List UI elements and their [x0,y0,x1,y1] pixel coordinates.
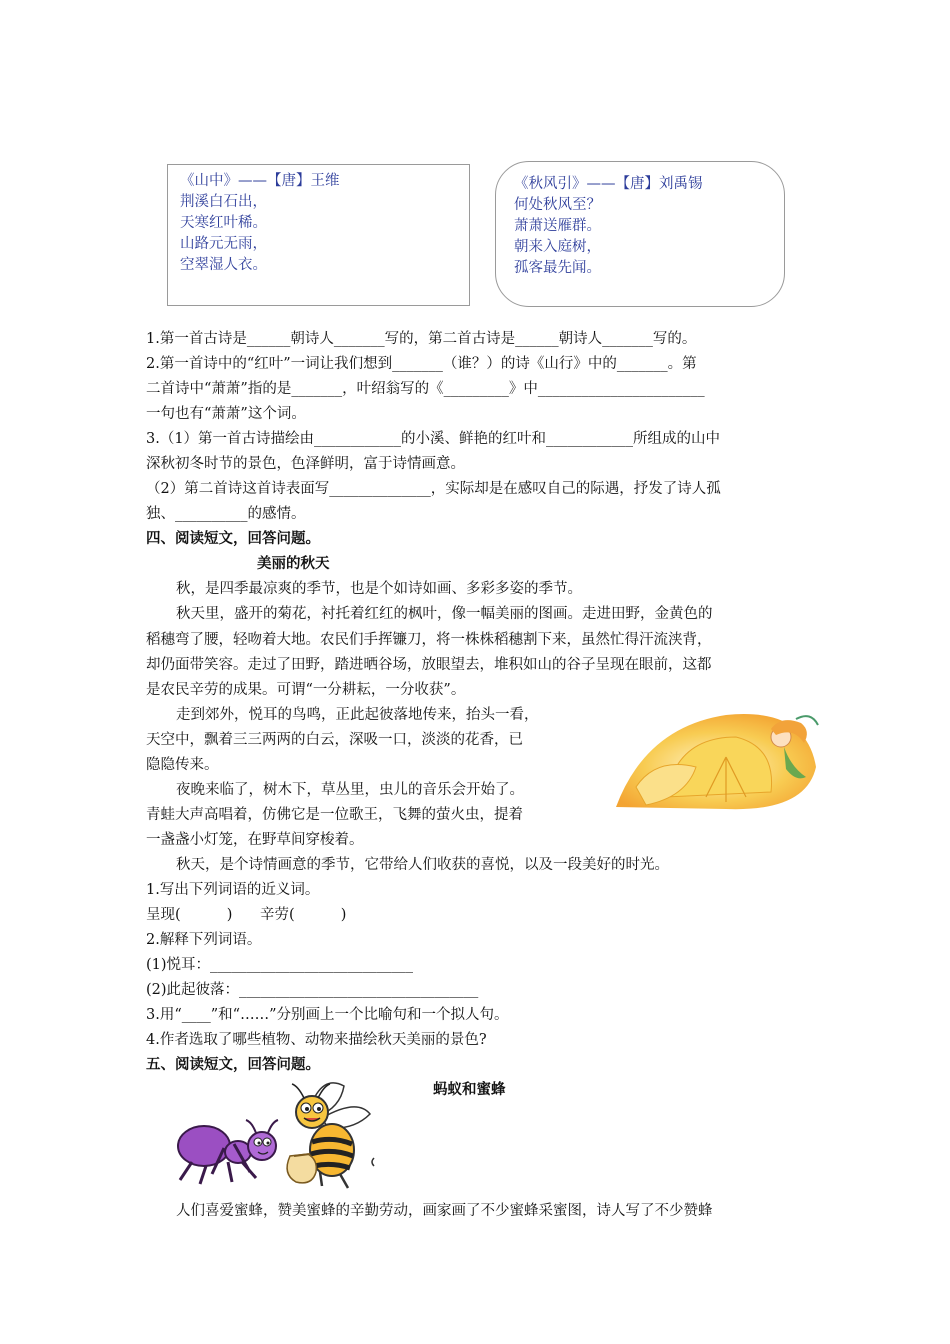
paragraph-line: 秋天里，盛开的菊花，衬托着红红的枫叶，像一幅美丽的图画。走进田野，金黄色的 [176,606,713,622]
question-line: （2）第二首诗这首诗表面写______________，实际却是在感叹自己的际遇，抒发了诗人孤 [146,481,721,497]
paragraph-line: 隐隐传来。 [146,757,219,773]
paragraph-line: 人们喜爱蜜蜂，赞美蜜蜂的辛勤劳动，画家画了不少蜜蜂采蜜图，诗人写了不少赞蜂 [176,1203,713,1219]
question-line: (2)此起彼落：_________________________________ [146,982,479,998]
ant-and-bee-illustration [172,1078,377,1190]
poem-line: 萧萧送雁群。 [514,218,601,234]
paragraph-line: 天空中，飘着三三两两的白云，深吸一口，淡淡的花香，已 [146,732,523,748]
poem-line: 荆溪白石出， [180,194,267,210]
paragraph-line: 是农民辛劳的成果。可谓“一分耕耘，一分收获”。 [146,682,466,698]
paragraph-line: 夜晚来临了，树木下，草丛里，虫儿的音乐会开始了。 [176,782,524,798]
question-line: 独、__________的感情。 [146,506,306,522]
poem-line: 山路元无雨， [180,236,267,252]
paragraph-line: 稻穗弯了腰，轻吻着大地。农民们手挥镰刀，将一株株稻穗割下来，虽然忙得汗流浃背， [146,632,712,648]
poem-box-qiufengyin [495,161,785,307]
question-line: 呈现( ) 辛劳( ) [146,907,347,923]
question-line: 3.用“____”和“……”分别画上一个比喻句和一个拟人句。 [146,1007,509,1023]
question-line: (1)悦耳：____________________________ [146,957,414,973]
paragraph-line: 秋，是四季最凉爽的季节，也是个如诗如画、多彩多姿的季节。 [176,581,582,597]
question-line: 3.（1）第一首古诗描绘由____________的小溪、鲜艳的红叶和____________所组成的山中 [146,431,721,447]
question-line: 2.第一首诗中的“红叶”一词让我们想到_______（谁？）的诗《山行》中的_______。第 [146,356,697,372]
paragraph-line: 青蛙大声高唱着，仿佛它是一位歌王，飞舞的萤火虫，提着 [146,807,523,823]
section-heading: 五、阅读短文，回答问题。 [146,1057,320,1073]
paragraph-line: 却仍面带笑容。走过了田野，踏进晒谷场，放眼望去，堆积如山的谷子呈现在眼前，这都 [146,657,712,673]
article-title: 美丽的秋天 [257,556,330,572]
poem-title: 《山中》——【唐】王维 [180,173,340,189]
question-line: 深秋初冬时节的景色，色泽鲜明，富于诗情画意。 [146,456,465,472]
question-line: 1.写出下列词语的近义词。 [146,882,320,898]
poem-line: 孤客最先闻。 [514,260,601,276]
poem-line: 何处秋风至？ [514,197,601,213]
paragraph-line: 一盏盏小灯笼，在野草间穿梭着。 [146,832,364,848]
question-line: 二首诗中“萧萧”指的是_______，叶绍翁写的《_________》中_______________________ [146,381,705,397]
poem-title: 《秋风引》——【唐】刘禹锡 [514,176,703,192]
question-line: 2.解释下列词语。 [146,932,262,948]
poem-line: 天寒红叶稀。 [180,215,267,231]
section-heading: 四、阅读短文，回答问题。 [146,531,320,547]
question-line: 4.作者选取了哪些植物、动物来描绘秋天美丽的景色? [146,1032,487,1048]
poem-line: 朝来入庭树， [514,239,601,255]
paragraph-line: 秋天，是个诗情画意的季节，它带给人们收获的喜悦，以及一段美好的时光。 [176,857,669,873]
question-line: 1.第一首古诗是______朝诗人_______写的，第二首古诗是______朝诗人_______写的。 [146,331,697,347]
paragraph-line: 走到郊外，悦耳的鸟鸣，正此起彼落地传来，抬头一看， [176,707,539,723]
poem-box-shanzhong [167,164,470,306]
article-title: 蚂蚁和蜜蜂 [433,1082,506,1098]
question-line: 一句也有“萧萧”这个词。 [146,406,306,422]
autumn-leaf-fairy-illustration [606,697,820,815]
poem-line: 空翠湿人衣。 [180,257,267,273]
